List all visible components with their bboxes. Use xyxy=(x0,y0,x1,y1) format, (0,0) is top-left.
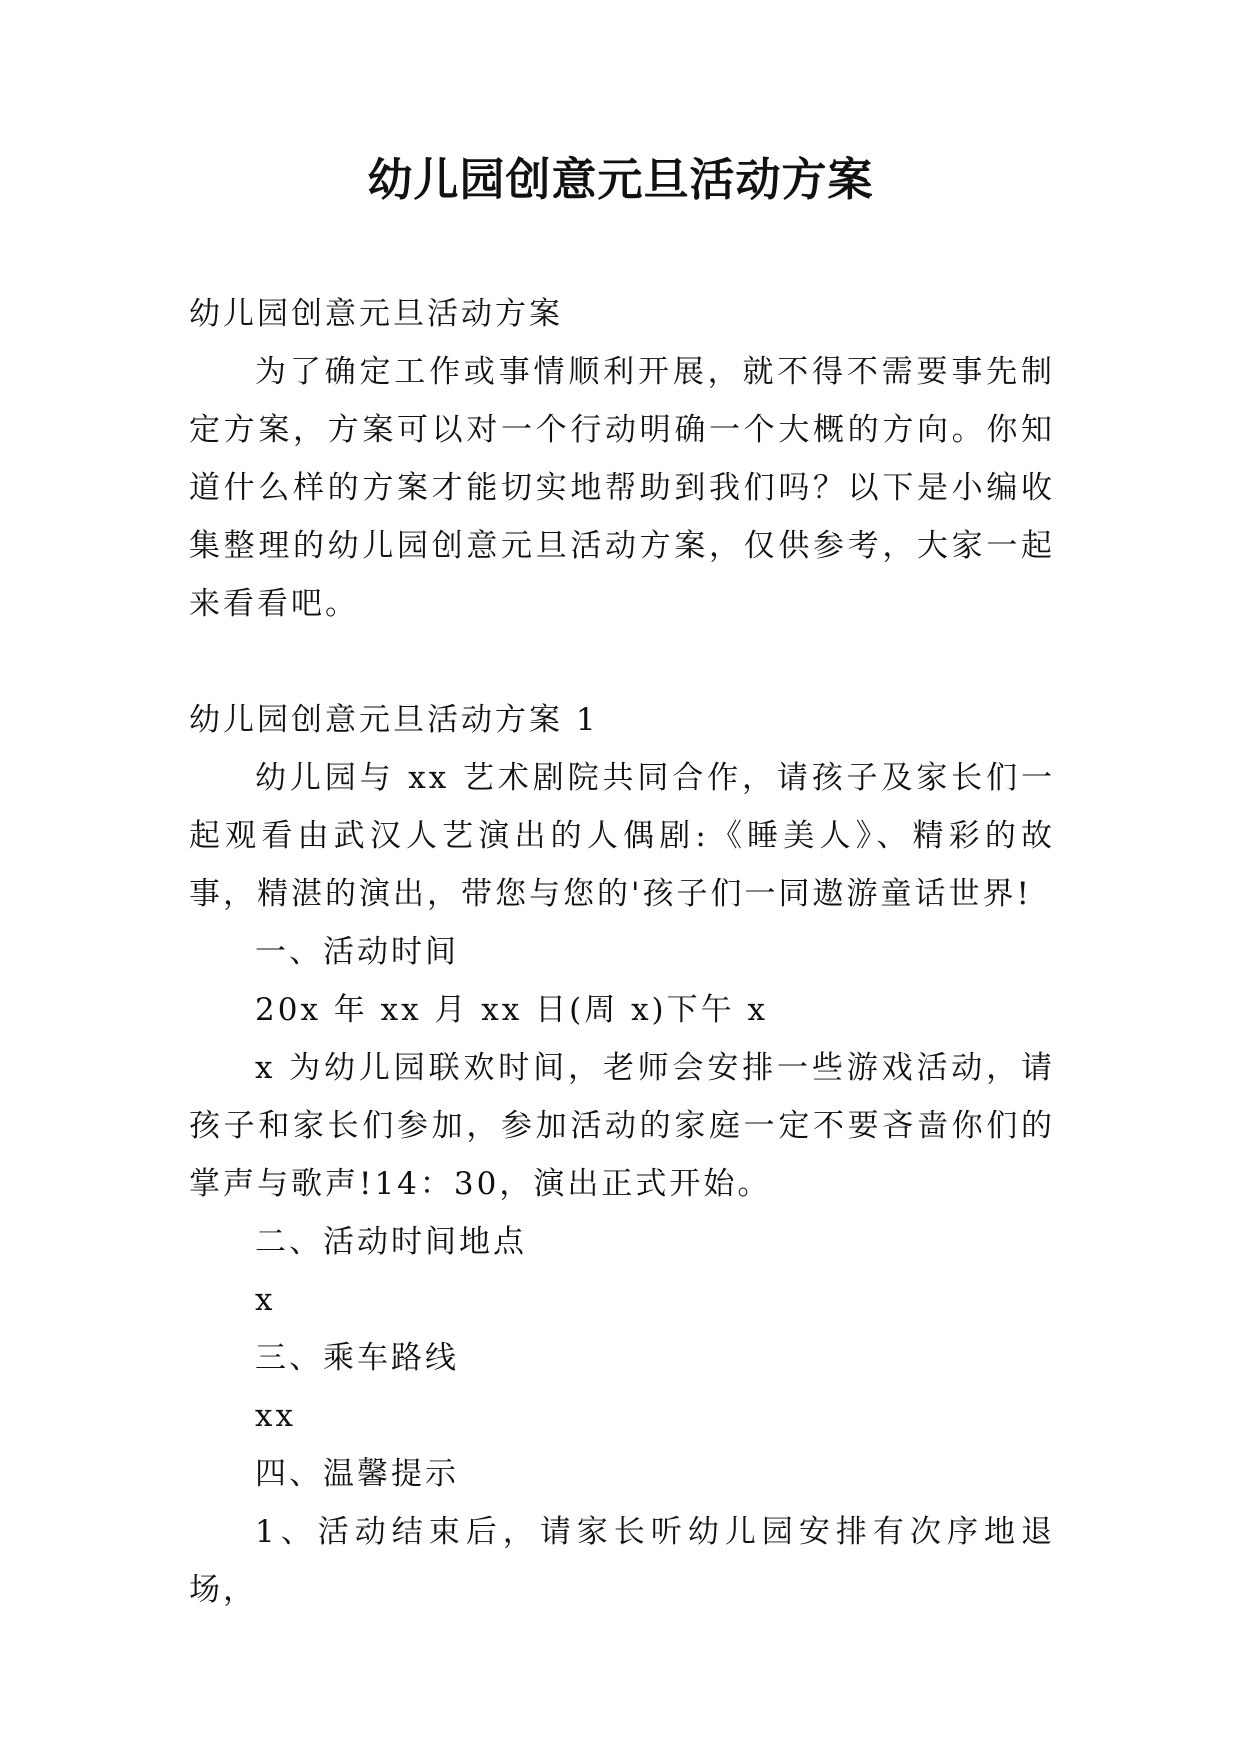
heading-route: 三、乘车路线 xyxy=(255,1340,459,1376)
activity-time-line: 20x 年 xx 月 xx 日(周 x)下午 x xyxy=(255,992,768,1028)
heading-activity-time: 一、活动时间 xyxy=(255,934,459,970)
activity-time-description: x 为幼儿园联欢时间，老师会安排一些游戏活动，请孩子和家长们参加，参加活动的家庭一定不要吝啬你们的掌声与歌声!14：30，演出正式开始。 xyxy=(189,1050,1055,1202)
location-value: x xyxy=(255,1282,276,1318)
document-body xyxy=(189,285,1055,1619)
subtitle: 幼儿园创意元旦活动方案 xyxy=(189,296,563,332)
section-gap xyxy=(189,633,1055,691)
heading-tips: 四、温馨提示 xyxy=(255,1456,459,1492)
tip-1: 1、活动结束后，请家长听幼儿园安排有次序地退场， xyxy=(189,1514,1055,1608)
document-title: 幼儿园创意元旦活动方案 xyxy=(367,153,874,206)
intro-paragraph: 为了确定工作或事情顺利开展，就不得不需要事先制定方案，方案可以对一个行动明确一个大概的方向。你知道什么样的方案才能切实地帮助到我们吗？以下是小编收集整理的幼儿园创意元旦活动方案，仅供参考，大家一起来看看吧。 xyxy=(189,354,1055,622)
section1-paragraph: 幼儿园与 xx 艺术剧院共同合作，请孩子及家长们一起观看由武汉人艺演出的人偶剧:《睡美人》、精彩的故事，精湛的演出，带您与您的'孩子们一同遨游童话世界! xyxy=(189,760,1055,912)
heading-location: 二、活动时间地点 xyxy=(255,1224,527,1260)
route-value: xx xyxy=(255,1398,296,1434)
section1-heading: 幼儿园创意元旦活动方案 1 xyxy=(189,702,599,738)
